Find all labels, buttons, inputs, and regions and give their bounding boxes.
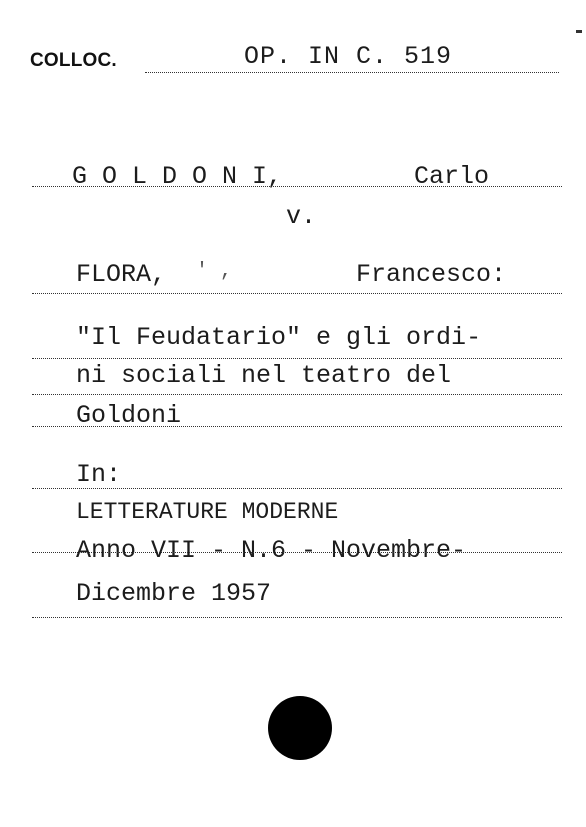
title-line-2: ni sociali nel teatro del bbox=[76, 361, 452, 390]
title-line-1: "Il Feudatario" e gli ordi- bbox=[76, 323, 482, 352]
subject-marker: v. bbox=[286, 202, 317, 231]
author-name: Carlo bbox=[414, 162, 490, 191]
colloc-label: COLLOC. bbox=[30, 50, 117, 71]
title-rule-2 bbox=[32, 394, 562, 395]
corner-mark bbox=[576, 30, 582, 33]
source-title: LETTERATURE MODERNE bbox=[76, 499, 339, 525]
source-issue: Anno VII - N.6 - Novembre- bbox=[76, 536, 467, 565]
punch-hole bbox=[268, 696, 332, 760]
author-surname: G O L D O N I, bbox=[72, 162, 283, 191]
writer-name: Francesco: bbox=[356, 260, 507, 289]
writer-mark: ' , bbox=[196, 260, 233, 283]
writer-surname: FLORA, bbox=[76, 260, 167, 289]
source-date: Dicembre 1957 bbox=[76, 579, 272, 608]
source-issue-rule bbox=[32, 552, 562, 553]
title-rule-3 bbox=[32, 426, 562, 427]
colloc-rule bbox=[145, 72, 559, 73]
in-rule bbox=[32, 488, 562, 489]
shelfmark: OP. IN C. 519 bbox=[244, 42, 453, 71]
title-line-3: Goldoni bbox=[76, 401, 182, 430]
writer-rule bbox=[32, 293, 562, 294]
in-label: In: bbox=[76, 460, 122, 489]
source-date-rule bbox=[32, 617, 562, 618]
title-rule-1 bbox=[32, 358, 562, 359]
